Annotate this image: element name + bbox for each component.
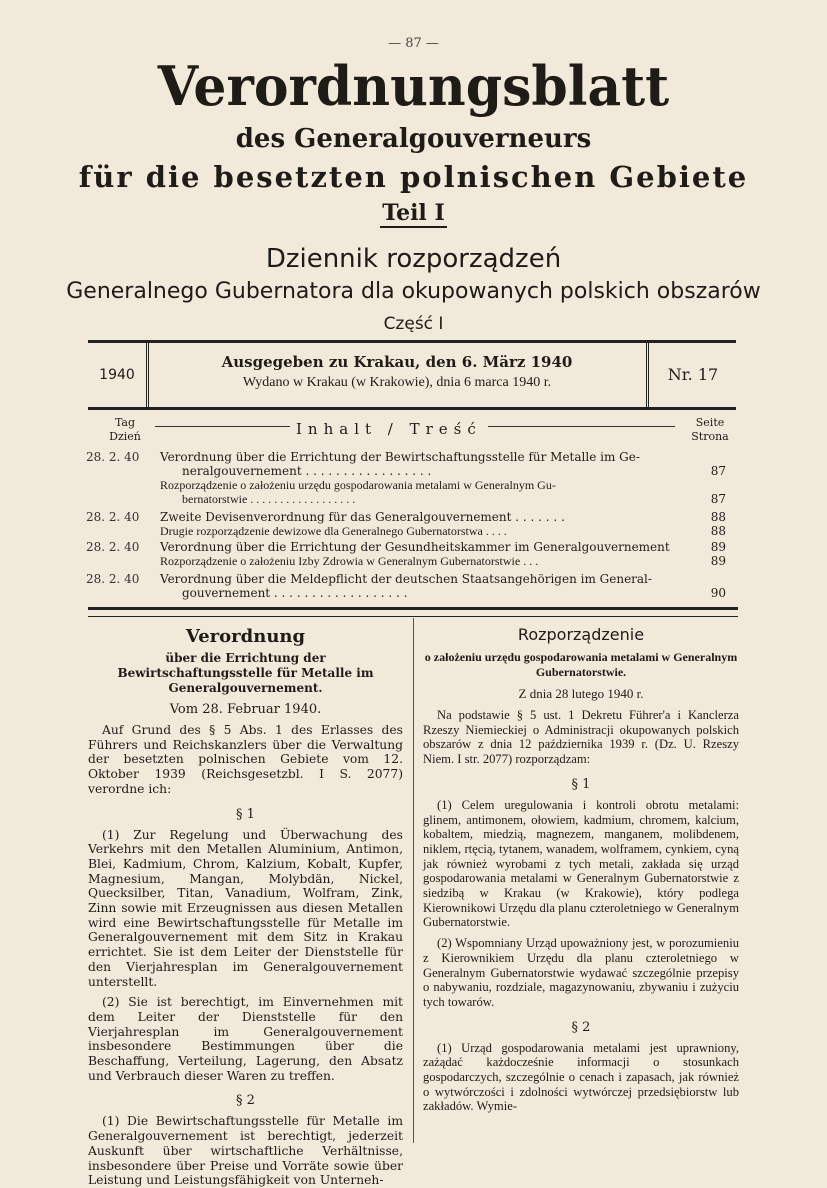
issue-year: 1940	[99, 367, 135, 383]
polish-part-label: Część I	[383, 314, 444, 334]
toc-entry-german-cont: neralgouvernement . . . . . . . . . . . . . . . . .	[182, 464, 432, 478]
ordinance-date: Vom 28. Februar 1940.	[169, 702, 322, 717]
toc-entry-german: Verordnung über die Errichtung der Bewirtschaftungsstelle für Metalle im Ge-	[160, 450, 640, 464]
toc-header	[0, 416, 827, 450]
toc-entry-text	[160, 510, 690, 538]
ordinance-intro: Auf Grund des § 5 Abs. 1 des Erlasses des Führers und Reichskanzlers über die Verwaltung der besetzten polnischen Gebiete vom 12. Oktober 1939 (Reichsgesetzbl. I S. 2077) verordne ich:	[88, 723, 403, 796]
part-label	[0, 200, 827, 226]
toc-strona-label: Strona	[691, 430, 729, 443]
toc-dzien-label: Dzień	[109, 430, 141, 443]
ordinance-intro: Na podstawie § 5 ust. 1 Dekretu Führer'a i Kanclerza Rzeszy Niemieckiej o Administracji okupowanych polskich obszarów z dnia 12 października 1939 r. (Dz. U. Rzeszy Niem. I str. 2077) rozporządzam:	[423, 708, 739, 767]
toc-entry-page: 90	[710, 586, 726, 600]
toc-entry-page: 88	[710, 524, 726, 538]
section-separator	[88, 607, 738, 617]
divider	[146, 343, 149, 407]
paragraph: (1) Celem uregulowania i kontroli obrotu metalami: glinem, antimonem, ołowiem, kadmium, chromem, kalcium, kobaltem, miedzią, magnezem, manganem, molibdenem, niklem, rtęcią, tytanem, wanadem, wolframem, cynkiem, cyną jak również wyrobami z tych metali, zakłada się urząd gospodarowania metalami w Generalnym Gubernatorstwie z siedzibą w Krakau (w Krakowie), który podlega Kierownikowi Urzędu dla planu czteroletniego w Generalnym Gubernatorstwie.	[423, 797, 739, 930]
page-number: — 87 —	[388, 36, 439, 51]
part-label-text: Teil I	[382, 200, 445, 226]
german-column	[88, 620, 403, 1188]
ordinance-heading: Rozporządzenie	[517, 625, 645, 644]
toc-entry-polish: Rozporządzenie o założeniu Izby Zdrowia w Generalnym Gubernatorstwie . . .	[160, 554, 539, 568]
paragraph: (1) Die Bewirtschaftungsstelle für Metalle im Generalgouvernement ist berechtigt, jederzeit Auskunft über wirtschaftliche Verhältnisse, insbesondere über Preise und Vorräte sowie über Leistung und Leistungsfähigkeit von Unterneh-	[88, 1114, 403, 1188]
polish-title: Dziennik rozporządzeń	[265, 244, 562, 274]
toc-title: Inhalt / Treść	[290, 420, 488, 438]
section-mark: § 2	[236, 1093, 255, 1109]
toc-entry-date: 28. 2. 40	[86, 540, 140, 554]
divider	[646, 343, 649, 407]
toc-tag-label: Tag	[114, 416, 136, 429]
gazette-subtitle: des Generalgouverneurs	[235, 124, 592, 154]
toc-entry-polish: Rozporządzenie o założeniu urzędu gospodarowania metalami w Generalnym Gu-	[160, 478, 556, 492]
issue-header-box	[88, 340, 736, 410]
column-divider	[413, 618, 414, 1143]
issue-date-german: Ausgegeben zu Krakau, den 6. März 1940	[221, 353, 573, 371]
toc-entry-date: 28. 2. 40	[86, 572, 140, 586]
gazette-subtitle-2: für die besetzten polnischen Gebiete	[78, 160, 749, 194]
toc-entry-text	[160, 572, 690, 600]
section-mark: § 2	[571, 1019, 591, 1035]
toc-date-header	[100, 416, 150, 444]
paragraph: (1) Urząd gospodarowania metalami jest uprawniony, zażądać każdocześnie informacji o stosunkach gospodarczych, szczególnie o cenach i zapasach, jak również o wytwórczości i zdolności wytwórczej przedsiębiorstw lub zakładów. Wymie-	[423, 1040, 739, 1114]
section-mark: § 1	[571, 776, 591, 792]
toc-entry-polish-cont: bernatorstwie . . . . . . . . . . . . . . . . . .	[182, 492, 356, 506]
toc-entry-date: 28. 2. 40	[86, 510, 140, 524]
toc-entry-text	[160, 540, 690, 568]
toc-entry-page: 87	[710, 464, 726, 478]
issue-date-polish: Wydano w Krakau (w Krakowie), dnia 6 marca 1940 r.	[242, 375, 552, 390]
toc-entry-page: 89	[710, 554, 726, 568]
toc-entry-german: Verordnung über die Errichtung der Gesundheitskammer im Generalgouvernement	[160, 540, 670, 554]
paragraph: (2) Sie ist berechtigt, im Einvernehmen mit dem Leiter der Dienststelle für den Vierjahresplan im Generalgouvernement insbesondere Bestimmungen über die Beschaffung, Verteilung, Lagerung, den Absatz und Verbrauch dieser Waren zu treffen.	[88, 995, 403, 1083]
toc-entry-text	[160, 450, 690, 506]
polish-column	[423, 620, 739, 1114]
toc-entry-german-cont: gouvernement . . . . . . . . . . . . . . . . . .	[182, 586, 408, 600]
toc-entry-date: 28. 2. 40	[86, 450, 140, 464]
toc-entry-german: Zweite Devisenverordnung für das Generalgouvernement . . . . . . .	[160, 510, 565, 524]
toc-entry-page: 89	[710, 540, 726, 554]
ordinance-subheading: o założeniu urzędu gospodarowania metalami w Generalnym Gubernatorstwie.	[424, 650, 738, 679]
toc-seite-label: Seite	[695, 416, 725, 429]
ordinance-subheading: über die Errichtung der Bewirtschaftungsstelle für Metalle im Generalgouvernement.	[117, 651, 374, 695]
toc-page-header	[680, 416, 740, 444]
polish-subtitle: Generalnego Gubernatora dla okupowanych polskich obszarów	[66, 279, 761, 304]
toc-entry-german: Verordnung über die Meldepflicht der deutschen Staatsangehörigen im General-	[160, 572, 652, 586]
ordinance-heading: Verordnung	[185, 626, 306, 647]
paragraph: (2) Wspomniany Urząd upoważniony jest, w porozumieniu z Kierownikiem Urzędu dla planu czteroletniego w Generalnym Gubernatorstwie wydawać szczególnie przepisy o nabywaniu, rozdziale, magazynowaniu, zbywaniu i zużyciu tych towarów.	[423, 936, 739, 1009]
toc-entry-page: 88	[710, 510, 726, 524]
toc-entry-polish: Drugie rozporządzenie dewizowe dla Generalnego Gubernatorstwa . . . .	[160, 524, 507, 538]
toc-entry-page: 87	[710, 492, 726, 506]
gazette-title: Verordnungsblatt	[157, 54, 670, 119]
section-mark: § 1	[236, 806, 255, 822]
issue-number: Nr. 17	[667, 365, 719, 384]
paragraph: (1) Zur Regelung und Überwachung des Verkehrs mit den Metallen Aluminium, Antimon, Blei, Kadmium, Chrom, Kalzium, Kobalt, Kupfer, Magnesium, Mangan, Molybdän, Nickel, Quecksilber, Titan, Vanadium, Wolfram, Zink, Zinn sowie mit Erzeugnissen aus diesen Metallen wird eine Bewirtschaftungsstelle für Metalle im Generalgouvernement mit dem Sitz in Krakau errichtet. Sie ist dem Leiter der Dienststelle für den Vierjahresplan im Generalgouvernement unterstellt.	[88, 827, 403, 989]
ordinance-date: Z dnia 28 lutego 1940 r.	[518, 686, 644, 701]
